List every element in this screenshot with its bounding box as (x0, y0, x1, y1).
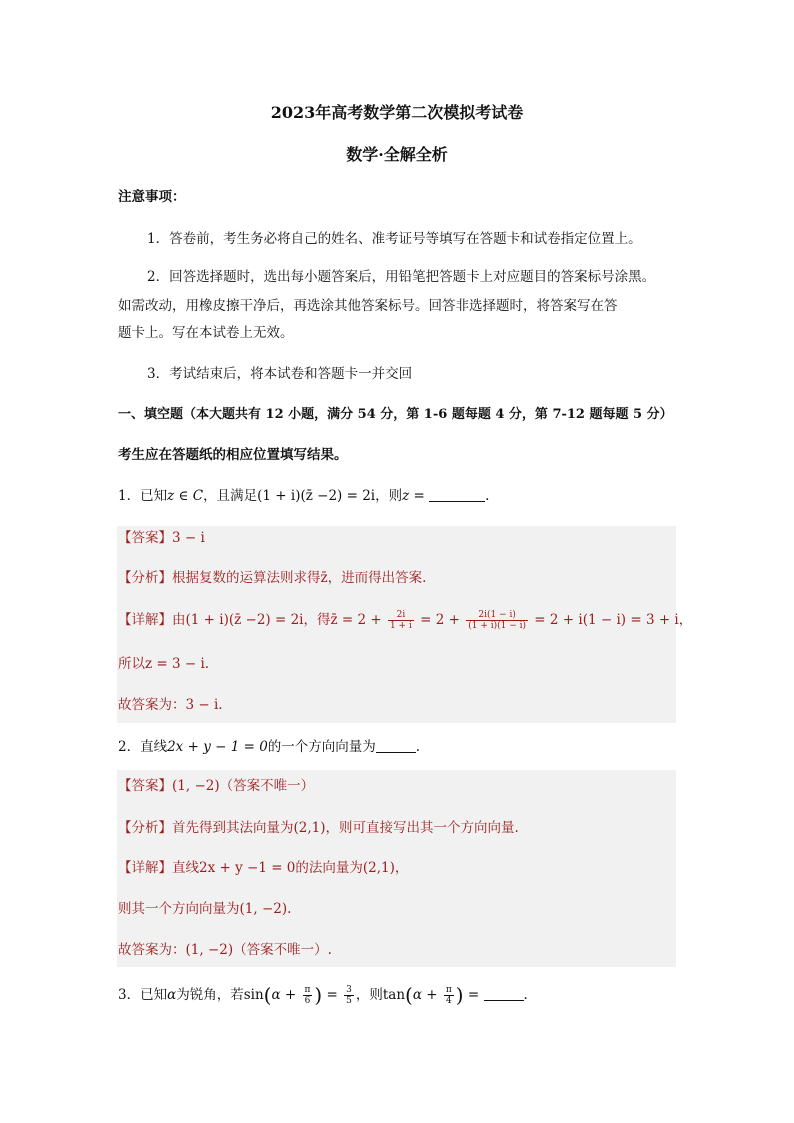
q2-then-line: 则其一个方向向量为(1, −2). (118, 901, 292, 917)
answer-blank (484, 986, 524, 1001)
page-title: 2023年高考数学第二次模拟考试卷 (270, 103, 524, 122)
question-3-stem: 3．已知α为锐角，若sin(α + $\frac{\pi}{6}$ ) = $\frac{3}{5}$ ，则tan(α + $\frac{\pi}{4}$ ) = . (118, 983, 528, 1007)
question-1-stem: 1．已知z ∈ C，且满足(1 + i)(z̄ −2) = 2i，则z = . (118, 488, 490, 504)
notice-item-2-line-3: 题卡上。写在本试卷上无效。 (118, 325, 294, 341)
notice-item-2-line-2: 如需改动，用橡皮擦干净后，再选涂其他答案标号。回答非选择题时，将答案写在答 (118, 298, 618, 314)
q1-detail: 【详解】由(1 + i)(z̄ −2) = 2i，得z̄ = 2 + $\frac{2i}{1 + i}$ = 2 + $\frac{2i(1 - i)}{(1 + i)(1 - i)}$ = 2 + i(1 − i) = 3 + i， (118, 610, 693, 631)
fraction: $\frac{3}{5}$ (346, 985, 352, 1006)
q2-analysis: 【分析】首先得到其法向量为(2,1)，则可直接写出其一个方向向量. (118, 820, 519, 836)
answer-blank (376, 738, 416, 753)
notice-item-1: 1．答卷前，考生务必将自己的姓名、准考证号等填写在答题卡和试卷指定位置上。 (147, 231, 642, 247)
q2-answer: 【答案】(1, −2)（答案不唯一） (118, 778, 315, 794)
answer-blank (429, 487, 485, 502)
notice-heading: 注意事项： (118, 189, 186, 205)
q1-analysis: 【分析】根据复数的运算法则求得z̄，进而得出答案. (118, 570, 427, 586)
section-heading: 一、填空题（本大题共有 12 小题，满分 54 分，第 1-6 题每题 4 分，第 7-12 题每题 5 分） (118, 407, 673, 422)
q2-detail: 【详解】直线2x + y −1 = 0的法向量为(2,1)， (118, 860, 409, 876)
q1-so-line: 所以z = 3 − i. (118, 656, 210, 672)
fraction: $\frac{2i(1 - i)}{(1 + i)(1 - i)}$ (468, 610, 527, 631)
q1-answer: 【答案】3 − i (118, 530, 205, 546)
section-instruction: 考生应在答题纸的相应位置填写结果。 (118, 447, 348, 463)
fraction: $\frac{\pi}{4}$ (445, 985, 452, 1006)
q1-conclusion: 故答案为：3 − i. (118, 697, 223, 713)
fraction: $\frac{2i}{1 + i}$ (389, 610, 412, 631)
fraction: $\frac{\pi}{6}$ (304, 985, 311, 1006)
question-2-stem: 2．直线2x + y − 1 = 0的一个方向向量为 . (118, 739, 421, 755)
notice-item-2-line-1: 2．回答选择题时，选出每小题答案后，用铅笔把答题卡上对应题目的答案标号涂黑。 (147, 269, 656, 285)
page-subtitle: 数学·全解全析 (346, 145, 448, 164)
q2-conclusion: 故答案为：(1, −2)（答案不唯一）. (118, 942, 332, 958)
notice-item-3: 3．考试结束后，将本试卷和答题卡一并交回 (147, 366, 413, 382)
